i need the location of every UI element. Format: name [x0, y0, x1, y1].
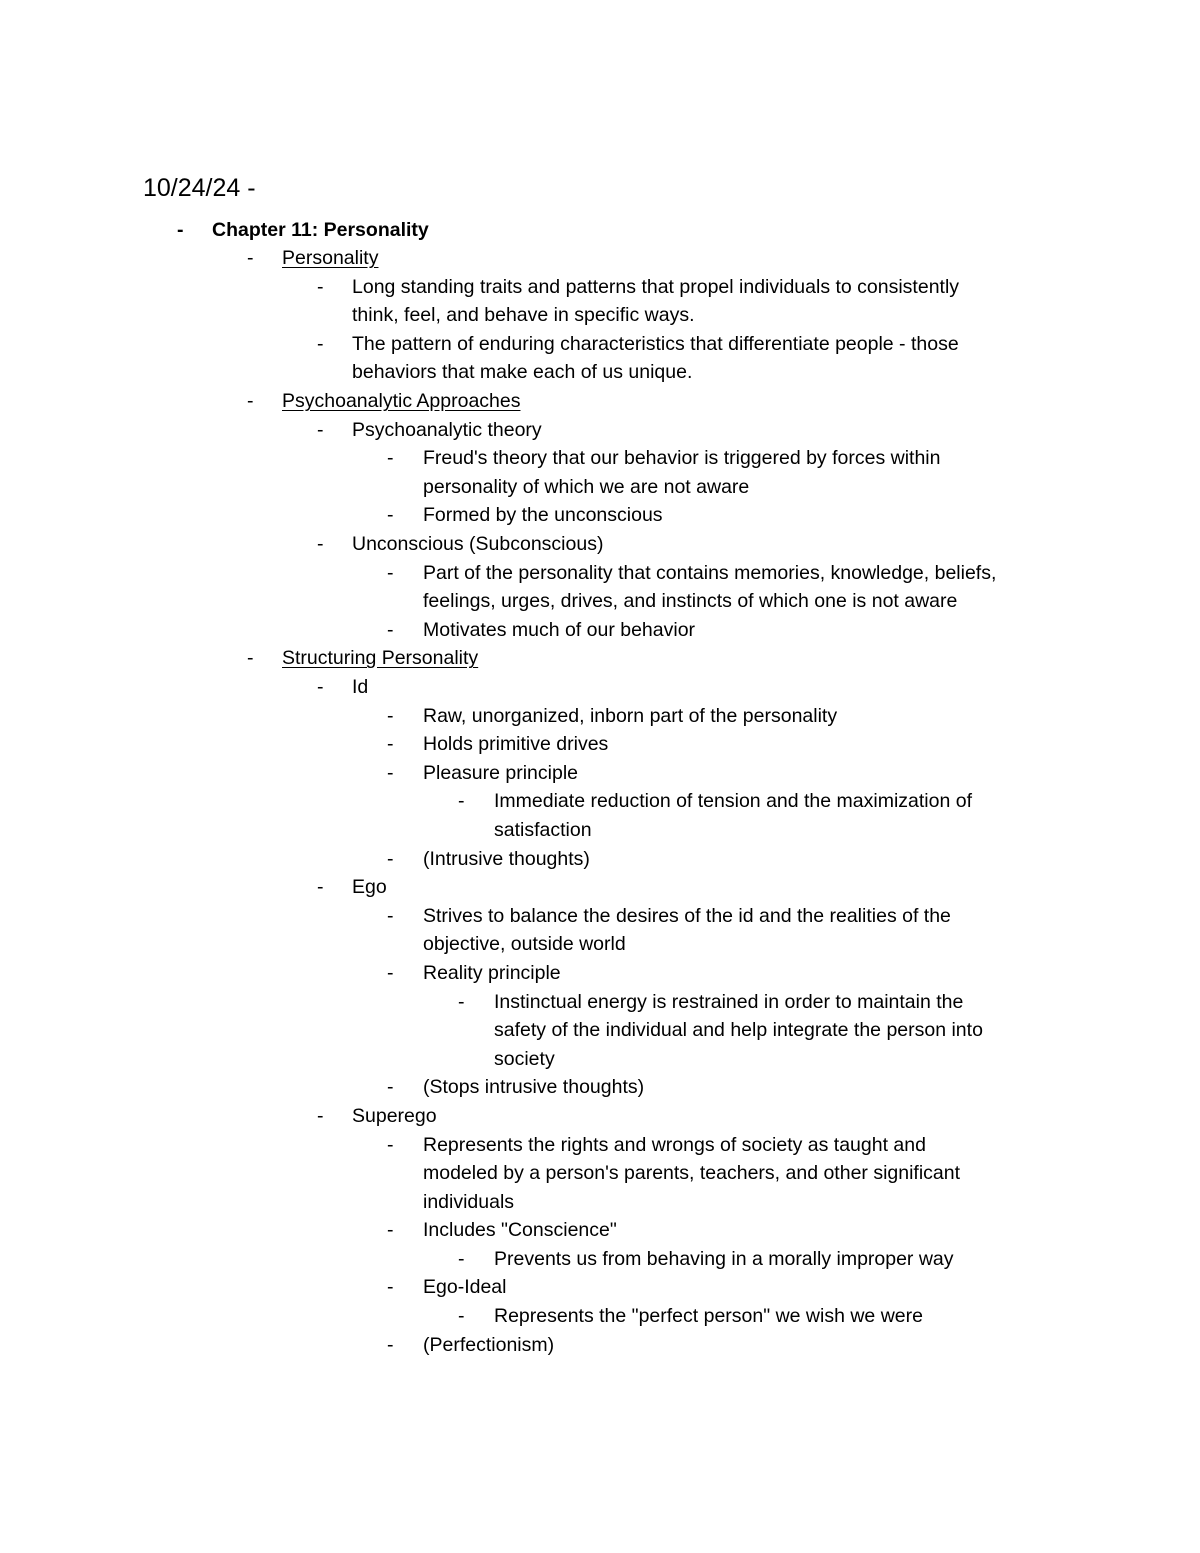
outline-item-continuation: [0, 1159, 1200, 1188]
bullet-dash: -: [387, 1133, 394, 1156]
outline-item: [0, 1245, 1200, 1274]
bullet-dash: -: [387, 504, 394, 527]
bullet-dash: -: [387, 1076, 394, 1099]
outline-item: [0, 330, 1200, 359]
outline-item: [0, 702, 1200, 731]
outline-item: [0, 902, 1200, 931]
outline-item-continuation: [0, 1045, 1200, 1074]
outline-text: personality of which we are not aware: [423, 475, 750, 498]
bullet-dash: -: [458, 1305, 465, 1328]
outline-text: Ego: [352, 876, 387, 899]
outline-item: [0, 387, 1200, 416]
outline-text: Long standing traits and patterns that propel individuals to consistently: [352, 275, 960, 298]
outline-text: behaviors that make each of us unique.: [352, 361, 693, 384]
bullet-dash: -: [317, 275, 324, 298]
outline-text: Motivates much of our behavior: [423, 618, 696, 641]
date-heading: 10/24/24 -: [143, 174, 256, 202]
outline-text: Represents the rights and wrongs of society as taught and: [423, 1133, 926, 1156]
bullet-dash: -: [247, 647, 254, 670]
outline-text: Represents the "perfect person" we wish we were: [494, 1305, 923, 1328]
outline-item-continuation: [0, 473, 1200, 502]
outline-text: Prevents us from behaving in a morally improper way: [494, 1247, 954, 1270]
outline-item: [0, 644, 1200, 673]
outline-item: [0, 501, 1200, 530]
outline-item: [0, 444, 1200, 473]
outline-text: (Intrusive thoughts): [423, 847, 590, 870]
bullet-dash: -: [387, 618, 394, 641]
outline-text: feelings, urges, drives, and instincts of which one is not aware: [423, 590, 958, 613]
outline-item: [0, 959, 1200, 988]
outline-item: [0, 244, 1200, 273]
outline-item: [0, 616, 1200, 645]
outline-text: Raw, unorganized, inborn part of the personality: [423, 704, 838, 727]
outline-item: [0, 1331, 1200, 1360]
outline-item-continuation: [0, 301, 1200, 330]
bullet-dash: -: [247, 247, 254, 270]
bullet-dash: -: [317, 676, 324, 698]
outline-text: objective, outside world: [423, 933, 626, 956]
outline-item: [0, 730, 1200, 759]
outline-item: [0, 1131, 1200, 1160]
bullet-dash: -: [387, 561, 394, 584]
outline-text: Holds primitive drives: [423, 733, 609, 756]
outline-text: Ego-Ideal: [423, 1276, 507, 1299]
outline-item: [0, 273, 1200, 302]
outline-text: safety of the individual and help integrate the person into: [494, 1019, 983, 1042]
outline-text: society: [494, 1047, 555, 1070]
outline-text: (Stops intrusive thoughts): [423, 1076, 645, 1099]
outline-item: [0, 1302, 1200, 1331]
bullet-dash: -: [387, 704, 394, 727]
outline-item-continuation: [0, 816, 1200, 845]
bullet-dash: -: [317, 332, 324, 355]
bullet-dash: -: [317, 418, 324, 441]
outline-text: Instinctual energy is restrained in order to maintain the: [494, 990, 964, 1013]
outline-text: think, feel, and behave in specific ways.: [352, 304, 695, 327]
bullet-dash: -: [247, 390, 254, 413]
outline-item-continuation: [0, 358, 1200, 387]
outline-item: [0, 530, 1200, 559]
outline-text: Part of the personality that contains memories, knowledge, beliefs,: [423, 561, 997, 584]
outline-text: individuals: [423, 1190, 515, 1213]
outline-text: Unconscious (Subconscious): [352, 533, 604, 556]
outline-text: satisfaction: [494, 818, 592, 841]
outline-text: Strives to balance the desires of the id and the realities of the: [423, 904, 951, 927]
outline-item: [0, 845, 1200, 874]
outline-text: Pleasure principle: [423, 761, 579, 784]
outline-item: [0, 1273, 1200, 1302]
outline-text: Includes "Conscience": [423, 1219, 617, 1242]
outline-item: [0, 416, 1200, 445]
outline-text: Superego: [352, 1104, 437, 1127]
outline-item: [0, 787, 1200, 816]
bullet-dash: -: [387, 1333, 394, 1356]
outline-text: The pattern of enduring characteristics that differentiate people - those: [352, 332, 959, 355]
bullet-dash: -: [458, 790, 465, 813]
outline-text: Freud's theory that our behavior is triggered by forces within: [423, 447, 941, 470]
bullet-dash: -: [387, 761, 394, 784]
chapter-title: Chapter 11: Personality: [212, 218, 429, 241]
outline-item: [0, 873, 1200, 902]
outline-item-continuation: [0, 587, 1200, 616]
outline-item-continuation: [0, 1016, 1200, 1045]
outline-text: Immediate reduction of tension and the maximization of: [494, 790, 973, 813]
bullet-dash: -: [458, 990, 465, 1013]
outline-item: [0, 1102, 1200, 1131]
outline-item: [0, 759, 1200, 788]
outline-item-continuation: [0, 930, 1200, 959]
outline-text: Reality principle: [423, 961, 561, 984]
bullet-dash: -: [317, 876, 324, 899]
bullet-dash: -: [317, 1104, 324, 1127]
bullet-dash: -: [387, 733, 394, 756]
section-heading: Personality: [282, 247, 379, 270]
section-heading: Psychoanalytic Approaches: [282, 390, 521, 413]
notes-outline: [0, 216, 1200, 1360]
outline-text: Formed by the unconscious: [423, 504, 663, 527]
outline-item: [0, 988, 1200, 1017]
bullet-dash: -: [458, 1247, 465, 1270]
outline-item: [0, 559, 1200, 588]
bullet-dash: -: [387, 904, 394, 927]
outline-item: [0, 1073, 1200, 1102]
outline-item: [0, 1216, 1200, 1245]
outline-text: modeled by a person's parents, teachers, and other significant: [423, 1162, 961, 1185]
bullet-dash: -: [387, 1219, 394, 1242]
outline-item: [0, 673, 1200, 702]
bullet-dash: -: [387, 847, 394, 870]
outline-item: [0, 216, 1200, 245]
bullet-dash: -: [387, 1276, 394, 1299]
bullet-dash: -: [387, 447, 394, 470]
bullet-dash: -: [387, 961, 394, 984]
bullet-dash: -: [317, 533, 324, 556]
bullet-dash: -: [177, 218, 184, 241]
outline-text: (Perfectionism): [423, 1333, 555, 1356]
outline-item-continuation: [0, 1188, 1200, 1217]
section-heading: Structuring Personality: [282, 647, 479, 670]
outline-text: Id: [352, 676, 369, 698]
outline-text: Psychoanalytic theory: [352, 418, 542, 441]
